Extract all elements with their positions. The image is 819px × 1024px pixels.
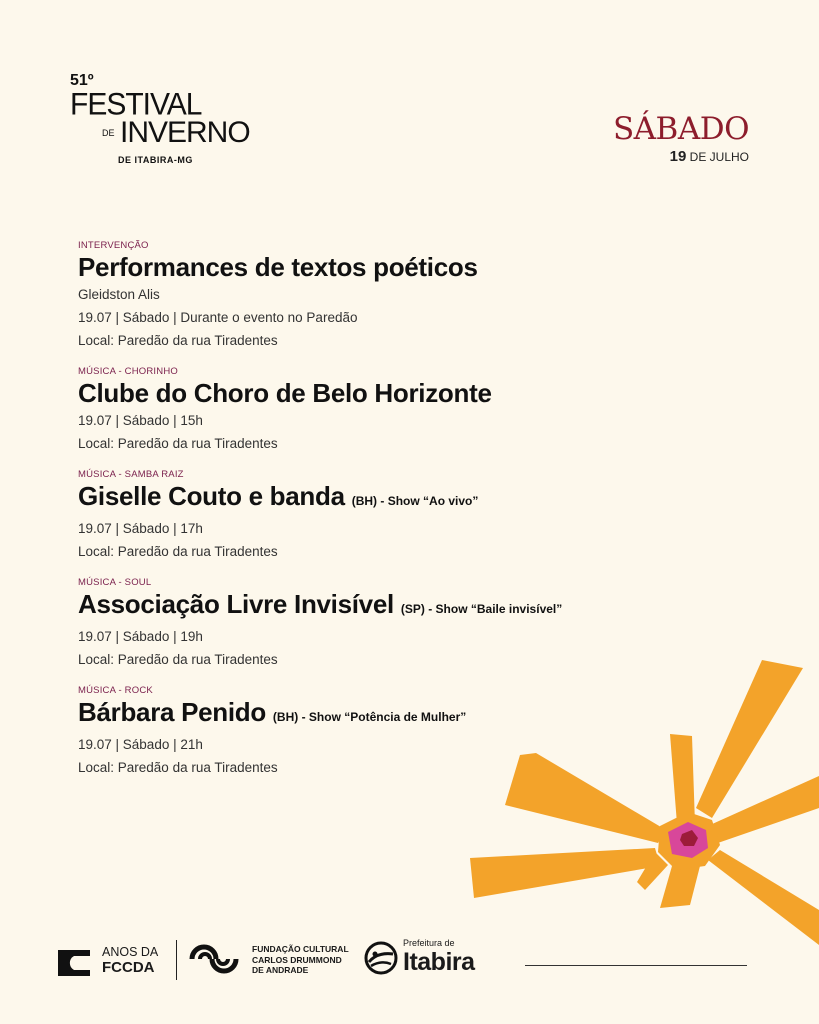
fccda-mark-icon: [58, 946, 90, 978]
event-category: MÚSICA - SOUL: [78, 577, 152, 588]
logo-inverno: INVERNO: [120, 116, 250, 149]
logo-de: DE: [102, 128, 115, 138]
sun-ray: [696, 660, 803, 818]
anos-label: ANOS DA: [102, 945, 159, 959]
event-title-text: Bárbara Penido: [78, 697, 266, 727]
event-datetime: 19.07 | Sábado | 21h: [78, 737, 203, 752]
event-category: MÚSICA - CHORINHO: [78, 366, 178, 377]
event-show-info: (BH) - Show “Ao vivo”: [351, 494, 479, 508]
event-title-text: Performances de textos poéticos: [78, 252, 478, 282]
event-datetime: 19.07 | Sábado | Durante o evento no Paredão: [78, 310, 358, 325]
fundacao-line: CARLOS DRUMMOND: [252, 954, 342, 965]
sponsor-footer: [58, 938, 758, 982]
event-item: [78, 469, 678, 563]
prefeitura-label: Prefeitura de: [403, 938, 455, 948]
event-title-text: Clube do Choro de Belo Horizonte: [78, 378, 492, 408]
sun-ray: [470, 848, 660, 898]
event-item: [78, 577, 678, 671]
fundacao-line: FUNDAÇÃO CULTURAL: [252, 944, 349, 954]
fccda-label: FCCDA: [102, 959, 155, 976]
fundacao-mark-icon: [186, 942, 242, 976]
event-title: [78, 378, 678, 409]
event-location: Local: Paredão da rua Tiradentes: [78, 760, 278, 775]
sun-core: [658, 812, 720, 870]
sun-ray: [637, 852, 668, 890]
footer-divider: [176, 940, 177, 980]
event-location: Local: Paredão da rua Tiradentes: [78, 333, 278, 348]
event-show-info: (SP) - Show “Baile invisível”: [400, 602, 563, 616]
event-category: INTERVENÇÃO: [78, 240, 149, 251]
event-location: Local: Paredão da rua Tiradentes: [78, 544, 278, 559]
weekday: SÁBADO: [612, 111, 749, 147]
sun-ray: [708, 850, 819, 945]
event-category: MÚSICA - SAMBA RAIZ: [78, 469, 184, 480]
event-location: Local: Paredão da rua Tiradentes: [78, 436, 278, 451]
logo-city: DE ITABIRA-MG: [118, 155, 193, 165]
event-category: MÚSICA - ROCK: [78, 685, 153, 696]
month-label: DE JULHO: [689, 150, 749, 164]
date-block: [613, 112, 749, 165]
fundacao-line: DE ANDRADE: [252, 965, 309, 975]
event-title: [78, 589, 678, 625]
event-datetime: 19.07 | Sábado | 17h: [78, 521, 203, 536]
event-title-text: Associação Livre Invisível: [78, 589, 394, 619]
event-title: [78, 697, 678, 733]
event-title-text: Giselle Couto e banda: [78, 481, 345, 511]
event-title: [78, 481, 678, 517]
prefeitura-mark-icon: [363, 940, 399, 976]
event-performer: Gleidston Alis: [78, 287, 160, 302]
sun-center: [680, 830, 698, 846]
fccda-text: [102, 944, 158, 976]
fundacao-text: [252, 944, 349, 976]
date-line: [613, 148, 749, 165]
footer-rule: [525, 965, 747, 966]
event-location: Local: Paredão da rua Tiradentes: [78, 652, 278, 667]
event-datetime: 19.07 | Sábado | 15h: [78, 413, 203, 428]
event-item: [78, 685, 678, 779]
edition-number: 51º: [70, 72, 94, 89]
itabira-label: Itabira: [403, 948, 475, 976]
sun-ray: [660, 866, 700, 908]
sun-flower: [668, 822, 708, 858]
festival-logo: [70, 72, 250, 172]
day-number: 19: [669, 148, 687, 165]
sun-ray: [710, 776, 819, 845]
event-item: [78, 240, 678, 352]
event-title: [78, 252, 678, 283]
event-item: [78, 366, 678, 455]
event-show-info: (BH) - Show “Potência de Mulher”: [272, 710, 467, 724]
event-datetime: 19.07 | Sábado | 19h: [78, 629, 203, 644]
logo-festival: FESTIVAL: [70, 87, 202, 122]
event-list: [78, 240, 678, 793]
